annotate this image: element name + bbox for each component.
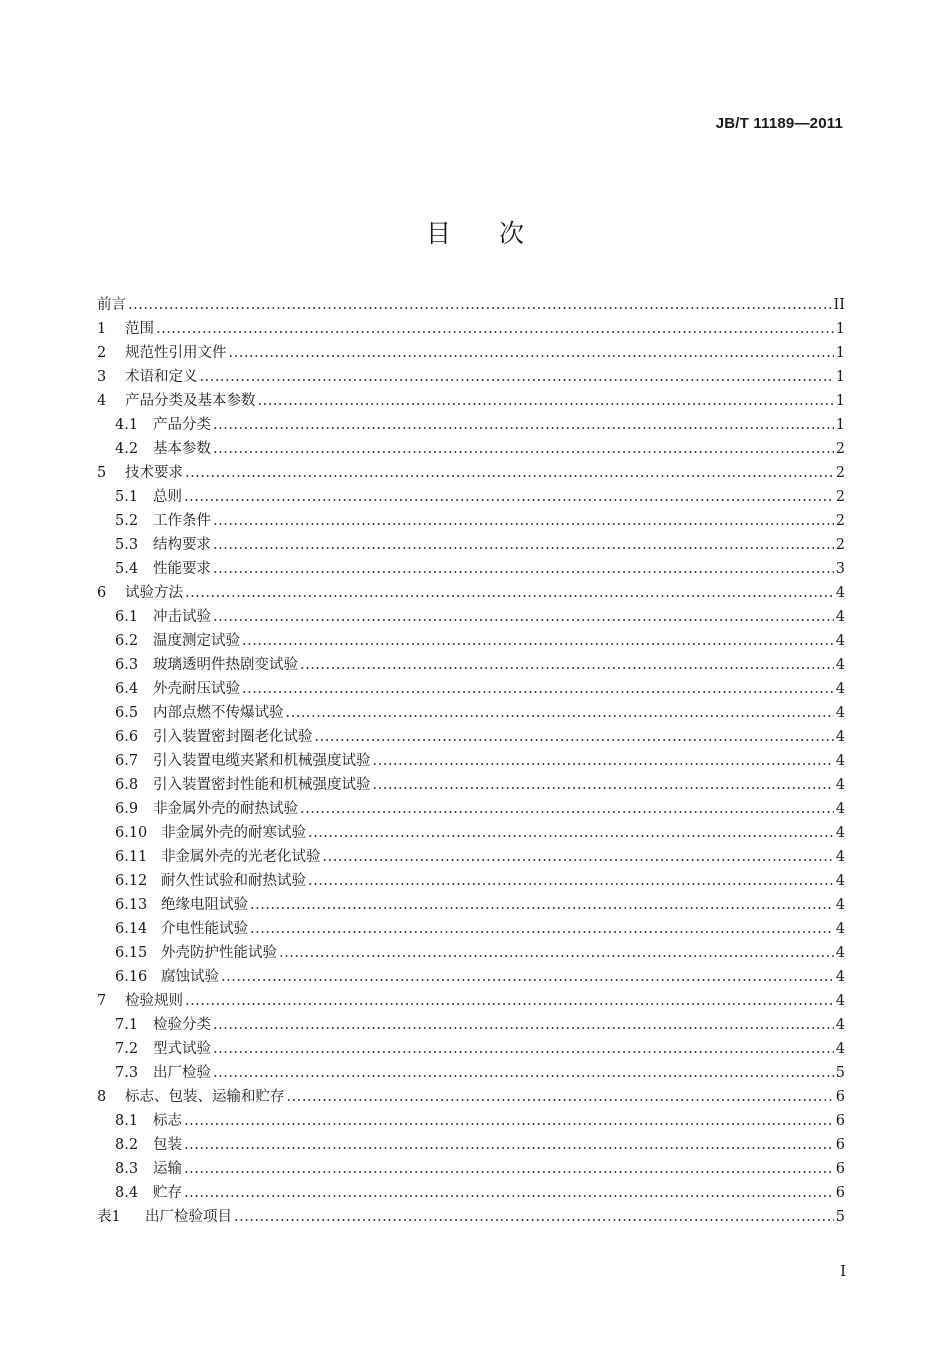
toc-entry-page: 4 [835,777,845,793]
page-title: 目次 [425,219,572,248]
toc-entry-page: 3 [835,561,845,577]
toc-entry-number: 6.11 [115,849,148,865]
toc-entry-number: 7 [97,993,107,1009]
toc-entry-number: 6.3 [115,657,139,673]
toc-entry[interactable] [97,293,845,317]
toc-entry-number: 6 [97,585,107,601]
toc-entry-page: 2 [835,489,845,505]
toc-entry-page: 4 [835,993,845,1009]
toc-entry-page: 1 [835,393,845,409]
toc-entry-label: 结构要求 [153,537,211,553]
toc-entry-number: 1 [97,321,107,337]
toc-entry-page: 1 [835,369,845,385]
toc-entry-label: 总则 [153,489,182,505]
toc-entry-label: 引入装置电缆夹紧和机械强度试验 [153,753,371,769]
toc-entry-number: 7.3 [115,1065,139,1081]
toc-entry-page: 4 [835,705,845,721]
toc-leader-dots [315,725,834,749]
toc-leader-dots [221,965,834,989]
toc-entry-number: 4 [97,393,107,409]
toc-entry-label: 检验分类 [153,1017,211,1033]
toc-entry-label: 引入装置密封性能和机械强度试验 [153,777,371,793]
toc-entry-label: 外壳防护性能试验 [161,945,277,961]
toc-leader-dots [213,557,834,581]
toc-entry[interactable] [97,509,845,533]
toc-entry-number: 5.2 [115,513,139,529]
toc-entry[interactable] [97,341,845,365]
toc-entry-page: 2 [835,465,845,481]
toc-entry[interactable] [97,581,845,605]
toc-entry-label: 产品分类 [153,417,211,433]
toc-entry[interactable] [97,845,845,869]
toc-entry-label: 标志 [153,1113,182,1129]
toc-leader-dots [184,1109,834,1133]
toc-entry-label: 出厂检验 [153,1065,211,1081]
toc-entry-page: 4 [835,897,845,913]
toc-entry-number: 6.9 [115,801,139,817]
toc-entry-page: 4 [835,921,845,937]
standard-code: JB/T 11189—2011 [715,115,843,132]
toc-leader-dots [200,365,834,389]
toc-entry-page: 6 [835,1161,845,1177]
toc-entry-label: 型式试验 [153,1041,211,1057]
toc-entry-page: 4 [835,729,845,745]
toc-entry-label: 非金属外壳的光老化试验 [161,849,321,865]
toc-entry-label: 基本参数 [153,441,211,457]
toc-leader-dots [300,797,834,821]
toc-entry[interactable] [97,893,845,917]
toc-entry[interactable] [97,917,845,941]
toc-entry-page: 1 [835,417,845,433]
toc-entry[interactable] [97,605,845,629]
toc-entry[interactable] [97,989,845,1013]
toc-leader-dots [213,1013,834,1037]
toc-entry-label: 外壳耐压试验 [153,681,240,697]
toc-entry-label: 术语和定义 [125,369,198,385]
toc-leader-dots [242,629,834,653]
toc-leader-dots [300,653,834,677]
toc-entry-label: 性能要求 [153,561,211,577]
toc-leader-dots [308,869,834,893]
toc-entry-page: 2 [835,513,845,529]
toc-entry-number: 5 [97,465,107,481]
toc-entry-number: 7.1 [115,1017,139,1033]
toc-entry-page: 4 [835,873,845,889]
toc-entry-number: 8.2 [115,1137,139,1153]
toc-entry[interactable] [97,1157,845,1181]
toc-entry-page: 2 [835,441,845,457]
toc-entry[interactable] [97,1133,845,1157]
toc-leader-dots [279,941,834,965]
toc-entry[interactable] [97,1013,845,1037]
toc-entry-label: 范围 [125,321,154,337]
toc-entry-page: 4 [835,585,845,601]
toc-entry[interactable] [97,1037,845,1061]
toc-entry-page: 4 [835,801,845,817]
toc-entry-label: 腐蚀试验 [161,969,219,985]
toc-entry-label: 温度测定试验 [153,633,240,649]
toc-entry-page: 5 [835,1209,845,1225]
toc-entry[interactable] [97,1061,845,1085]
toc-entry-number: 6.15 [115,945,148,961]
toc-entry[interactable] [97,701,845,725]
toc-entry-number: 6.16 [115,969,148,985]
toc-entry-label: 介电性能试验 [161,921,248,937]
toc-entry-page: 6 [835,1113,845,1129]
toc-entry-page: 1 [835,345,845,361]
toc-leader-dots [213,437,834,461]
toc-entry-page: 4 [835,633,845,649]
toc-entry-label: 包装 [153,1137,182,1153]
toc-entry[interactable] [97,629,845,653]
toc-entry-number: 6.2 [115,633,139,649]
toc-entry-page: 4 [835,849,845,865]
toc-entry-number: 6.6 [115,729,139,745]
toc-entry-label: 前言 [97,297,126,313]
toc-entry-number: 7.2 [115,1041,139,1057]
toc-entry[interactable] [97,413,845,437]
toc-leader-dots [213,533,834,557]
toc-entry[interactable] [97,797,845,821]
toc-entry-number: 4.1 [115,417,139,433]
toc-entry-number: 3 [97,369,107,385]
toc-entry[interactable] [97,869,845,893]
toc-entry-page: 6 [835,1137,845,1153]
toc-entry-label: 产品分类及基本参数 [125,393,256,409]
toc-entry-page: 4 [835,825,845,841]
toc-entry[interactable] [97,653,845,677]
toc-entry-page: 4 [835,609,845,625]
toc-entry-page: 6 [835,1089,845,1105]
toc-entry-number: 8.3 [115,1161,139,1177]
toc-entry-label: 引入装置密封圈老化试验 [153,729,313,745]
toc-leader-dots [229,341,834,365]
toc-entry-number: 6.5 [115,705,139,721]
toc-entry[interactable] [97,773,845,797]
toc-entry[interactable] [97,749,845,773]
toc-entry-number: 6.13 [115,897,148,913]
toc-leader-dots [156,317,834,341]
toc-entry-page: 6 [835,1185,845,1201]
toc-leader-dots [234,1205,834,1229]
toc-leader-dots [185,461,834,485]
toc-entry-label: 试验方法 [125,585,183,601]
toc-entry[interactable] [97,725,845,749]
toc-entry-number: 4.2 [115,441,139,457]
toc-entry-label: 出厂检验项目 [145,1209,232,1225]
toc-entry[interactable] [97,941,845,965]
toc-leader-dots [323,845,834,869]
toc-entry[interactable] [97,1205,845,1229]
toc-entry-label: 非金属外壳的耐热试验 [153,801,298,817]
toc-entry-page: 2 [835,537,845,553]
toc-entry-number: 6.7 [115,753,139,769]
toc-leader-dots [128,293,832,317]
toc-leader-dots [213,509,834,533]
toc-leader-dots [250,893,834,917]
toc-leader-dots [213,1061,834,1085]
toc-entry[interactable] [97,365,845,389]
toc-entry[interactable] [97,1181,845,1205]
toc-entry-label: 技术要求 [125,465,183,481]
toc-entry-number: 6.4 [115,681,139,697]
toc-entry[interactable] [97,389,845,413]
toc-entry[interactable] [97,965,845,989]
toc-entry[interactable] [97,485,845,509]
toc-entry-label: 运输 [153,1161,182,1177]
toc-entry-number: 6.1 [115,609,139,625]
toc-entry-label: 规范性引用文件 [125,345,227,361]
toc-entry-number: 6.8 [115,777,139,793]
toc-entry[interactable] [97,461,845,485]
toc-entry-label: 内部点燃不传爆试验 [153,705,284,721]
toc-entry-page: 4 [835,657,845,673]
toc-entry[interactable] [97,437,845,461]
toc-leader-dots [287,1085,834,1109]
toc-entry-number: 8.4 [115,1185,139,1201]
toc-entry[interactable] [97,317,845,341]
toc-entry-number: 5.4 [115,561,139,577]
toc-entry[interactable] [97,821,845,845]
toc-entry-label: 检验规则 [125,993,183,1009]
page-number: I [840,1262,846,1280]
toc-entry-page: 4 [835,945,845,961]
toc-entry-label: 玻璃透明件热剧变试验 [153,657,298,673]
toc-entry-label: 非金属外壳的耐寒试验 [161,825,306,841]
toc-entry[interactable] [97,1085,845,1109]
toc-entry-page: 4 [835,753,845,769]
toc-entry-label: 耐久性试验和耐热试验 [161,873,306,889]
toc-entry-page: II [833,297,845,313]
toc-leader-dots [258,389,834,413]
toc-entry-number: 2 [97,345,107,361]
toc-leader-dots [373,773,834,797]
toc-entry-label: 工作条件 [153,513,211,529]
toc-leader-dots [185,989,834,1013]
toc-entry-page: 4 [835,681,845,697]
toc-entry-number: 6.10 [115,825,148,841]
toc-leader-dots [250,917,834,941]
toc-leader-dots [184,485,834,509]
toc-entry-page: 4 [835,969,845,985]
toc-entry[interactable] [97,533,845,557]
toc-entry-number: 6.12 [115,873,148,889]
toc-entry-number: 8.1 [115,1113,139,1129]
toc-leader-dots [373,749,834,773]
table-of-contents [97,293,845,1229]
toc-entry-number: 5.3 [115,537,139,553]
toc-leader-dots [242,677,834,701]
toc-leader-dots [185,581,834,605]
toc-entry-page: 5 [835,1065,845,1081]
toc-leader-dots [213,413,834,437]
toc-entry-number: 8 [97,1089,107,1105]
toc-entry-number: 6.14 [115,921,148,937]
toc-leader-dots [184,1157,834,1181]
toc-entry[interactable] [97,677,845,701]
toc-entry[interactable] [97,1109,845,1133]
toc-entry-number: 表1 [97,1209,121,1225]
toc-leader-dots [308,821,834,845]
toc-leader-dots [286,701,834,725]
toc-leader-dots [184,1133,834,1157]
toc-entry-label: 贮存 [153,1185,182,1201]
toc-entry[interactable] [97,557,845,581]
toc-leader-dots [184,1181,834,1205]
toc-leader-dots [213,1037,834,1061]
toc-entry-number: 5.1 [115,489,139,505]
toc-entry-label: 标志、包装、运输和贮存 [125,1089,285,1105]
toc-entry-label: 绝缘电阻试验 [161,897,248,913]
toc-entry-page: 1 [835,321,845,337]
toc-entry-label: 冲击试验 [153,609,211,625]
toc-entry-page: 4 [835,1041,845,1057]
toc-entry-page: 4 [835,1017,845,1033]
toc-leader-dots [213,605,834,629]
